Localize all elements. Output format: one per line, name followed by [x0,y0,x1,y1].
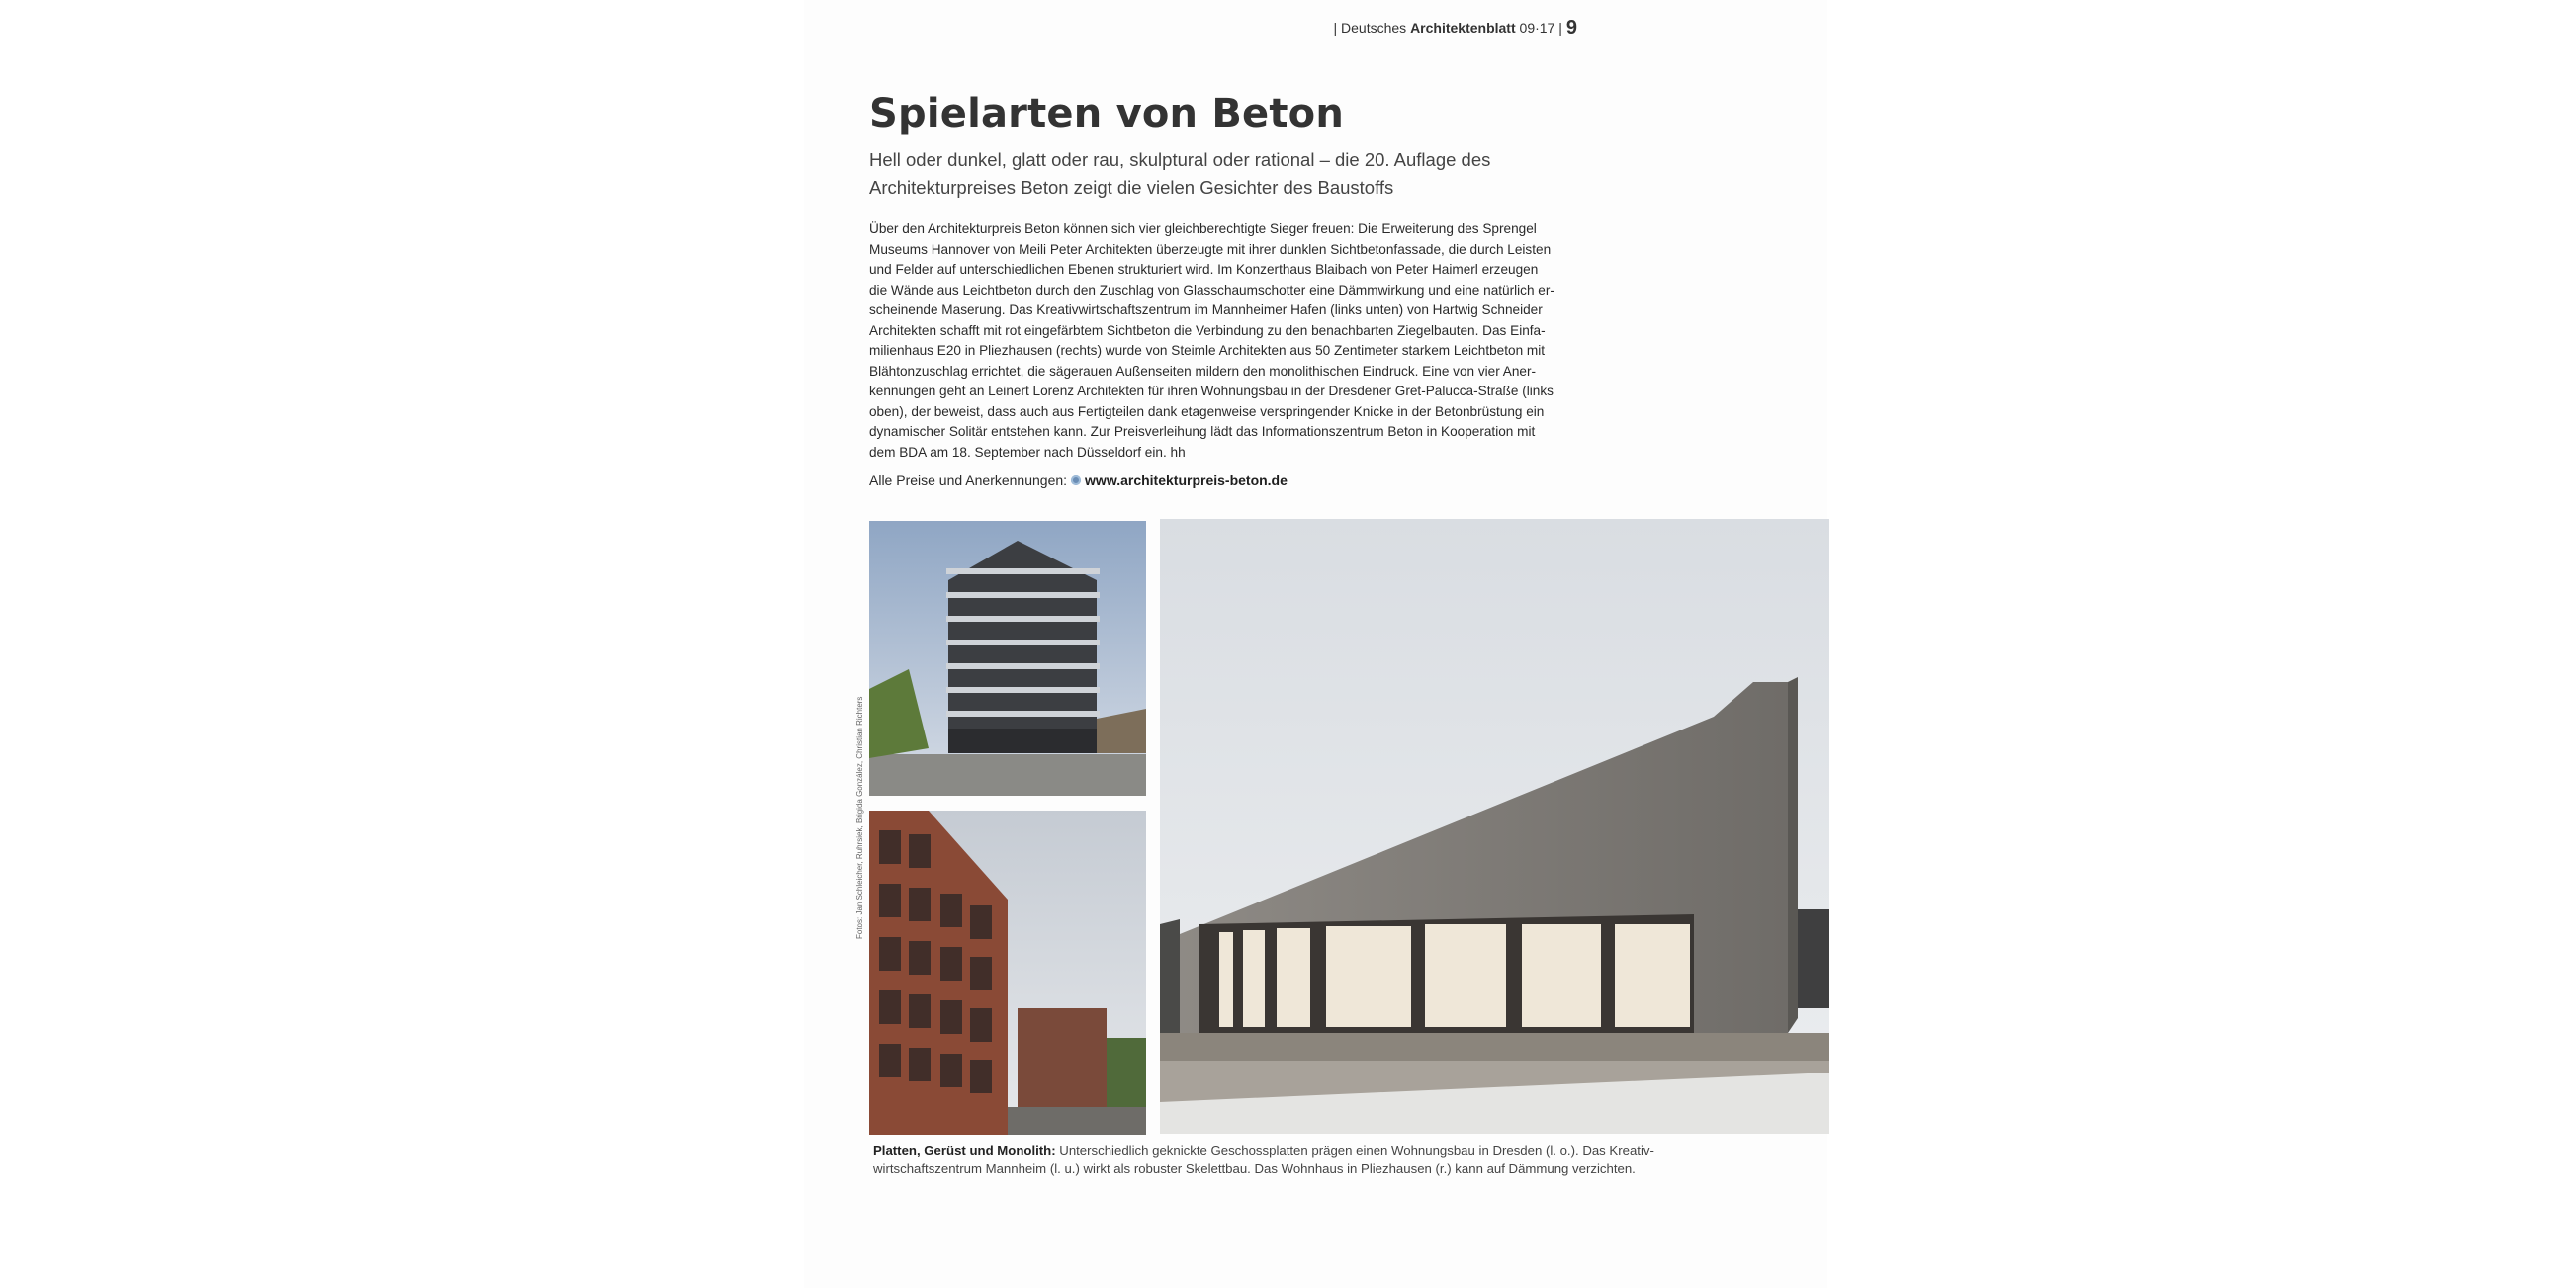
body-line: Über den Architekturpreis Beton können sich vier gleichberechtigte Sieger freuen: Die Erweiterung des Sprengel [869,221,1537,236]
photo-dresden-tower [869,521,1146,796]
body-line: Blähtonzuschlag errichtet, die sägerauen Außenseiten mildern den monolithischen Eindruck. Eine von vier Aner- [869,363,1537,379]
article-subtitle: Hell oder dunkel, glatt oder rau, skulptural oder rational – die 20. Auflage des Architekturpreises Beton zeigt die vielen Gesichter des Baustoffs [869,149,1491,198]
globe-icon [1071,475,1081,485]
magazine-page [804,0,1827,1288]
article-body [869,219,1601,463]
page-header [804,16,1827,39]
body-line: und Felder auf unterschiedlichen Ebenen strukturiert wird. Im Konzerthaus Blaibach von Peter Haimerl erzeugen [869,262,1539,277]
body-line: dynamischer Solitär entstehen kann. Zur Preisverleihung lädt das Informationszentrum Beton in Kooperation mit [869,424,1536,439]
caption-lead: Platten, Gerüst und Monolith: [873,1143,1056,1158]
body-line: Architekten schafft mit rot eingefärbtem Sichtbeton die Verbindung zu den benachbarten Ziegelbauten. Das Einfa- [869,322,1546,338]
links-label: Alle Preise und Anerkennungen: [869,472,1068,488]
photo-credit: Fotos: Jan Schleicher, Ruhrsiek, Brigida González, Christian Richters [855,696,864,939]
body-line: milienhaus E20 in Pliezhausen (rechts) wurde von Steimle Architekten aus 50 Zentimeter starkem Leichtbeton mit [869,343,1546,358]
header-brand: Architektenblatt [1410,20,1516,36]
body-line: scheinende Maserung. Das Kreativwirtschaftszentrum im Mannheimer Hafen (links unten) von Hartwig Schneider [869,302,1543,317]
photo-mannheim-building [869,811,1146,1135]
links-line [869,472,1288,488]
body-line: die Wände aus Leichtbeton durch den Zuschlag von Glasschaumschotter eine Dämmwirkung und eine natürlich er- [869,282,1554,298]
header-prefix: | Deutsches [1333,20,1411,36]
header-issue: 09·17 | [1515,20,1562,36]
caption-text: Unterschiedlich geknickte Geschossplatten prägen einen Wohnungsbau in Dresden (l. o.). Das Kreativ-wirtschaftszentrum Mannheim (l. u.) wirkt als robuster Skelettbau. Das Wohnhaus in Pliezhausen (r.) kann auf Dämmung verzichten. [873,1143,1654,1176]
body-line: oben), der beweist, dass auch aus Fertigteilen dank etagenweise verspringender Knicke in der Betonbrüstung ein [869,403,1545,419]
website-link[interactable]: www.architekturpreis-beton.de [1085,472,1288,488]
body-line: kennungen geht an Leinert Lorenz Architekten für ihren Wohnungsbau in der Dresdener Gret-Palucca-Straße (links [869,384,1554,398]
photo-pliezhausen-house [1160,519,1829,1134]
article-title: Spielarten von Beton [869,91,1345,136]
page-number: 9 [1565,17,1577,39]
body-line: Museums Hannover von Meili Peter Architekten überzeugte mit ihrer dunklen Sichtbetonfassade, die durch Leisten [869,241,1552,257]
body-line: dem BDA am 18. September nach Düsseldorf ein. hh [869,444,1186,460]
photo-caption [873,1141,1704,1178]
